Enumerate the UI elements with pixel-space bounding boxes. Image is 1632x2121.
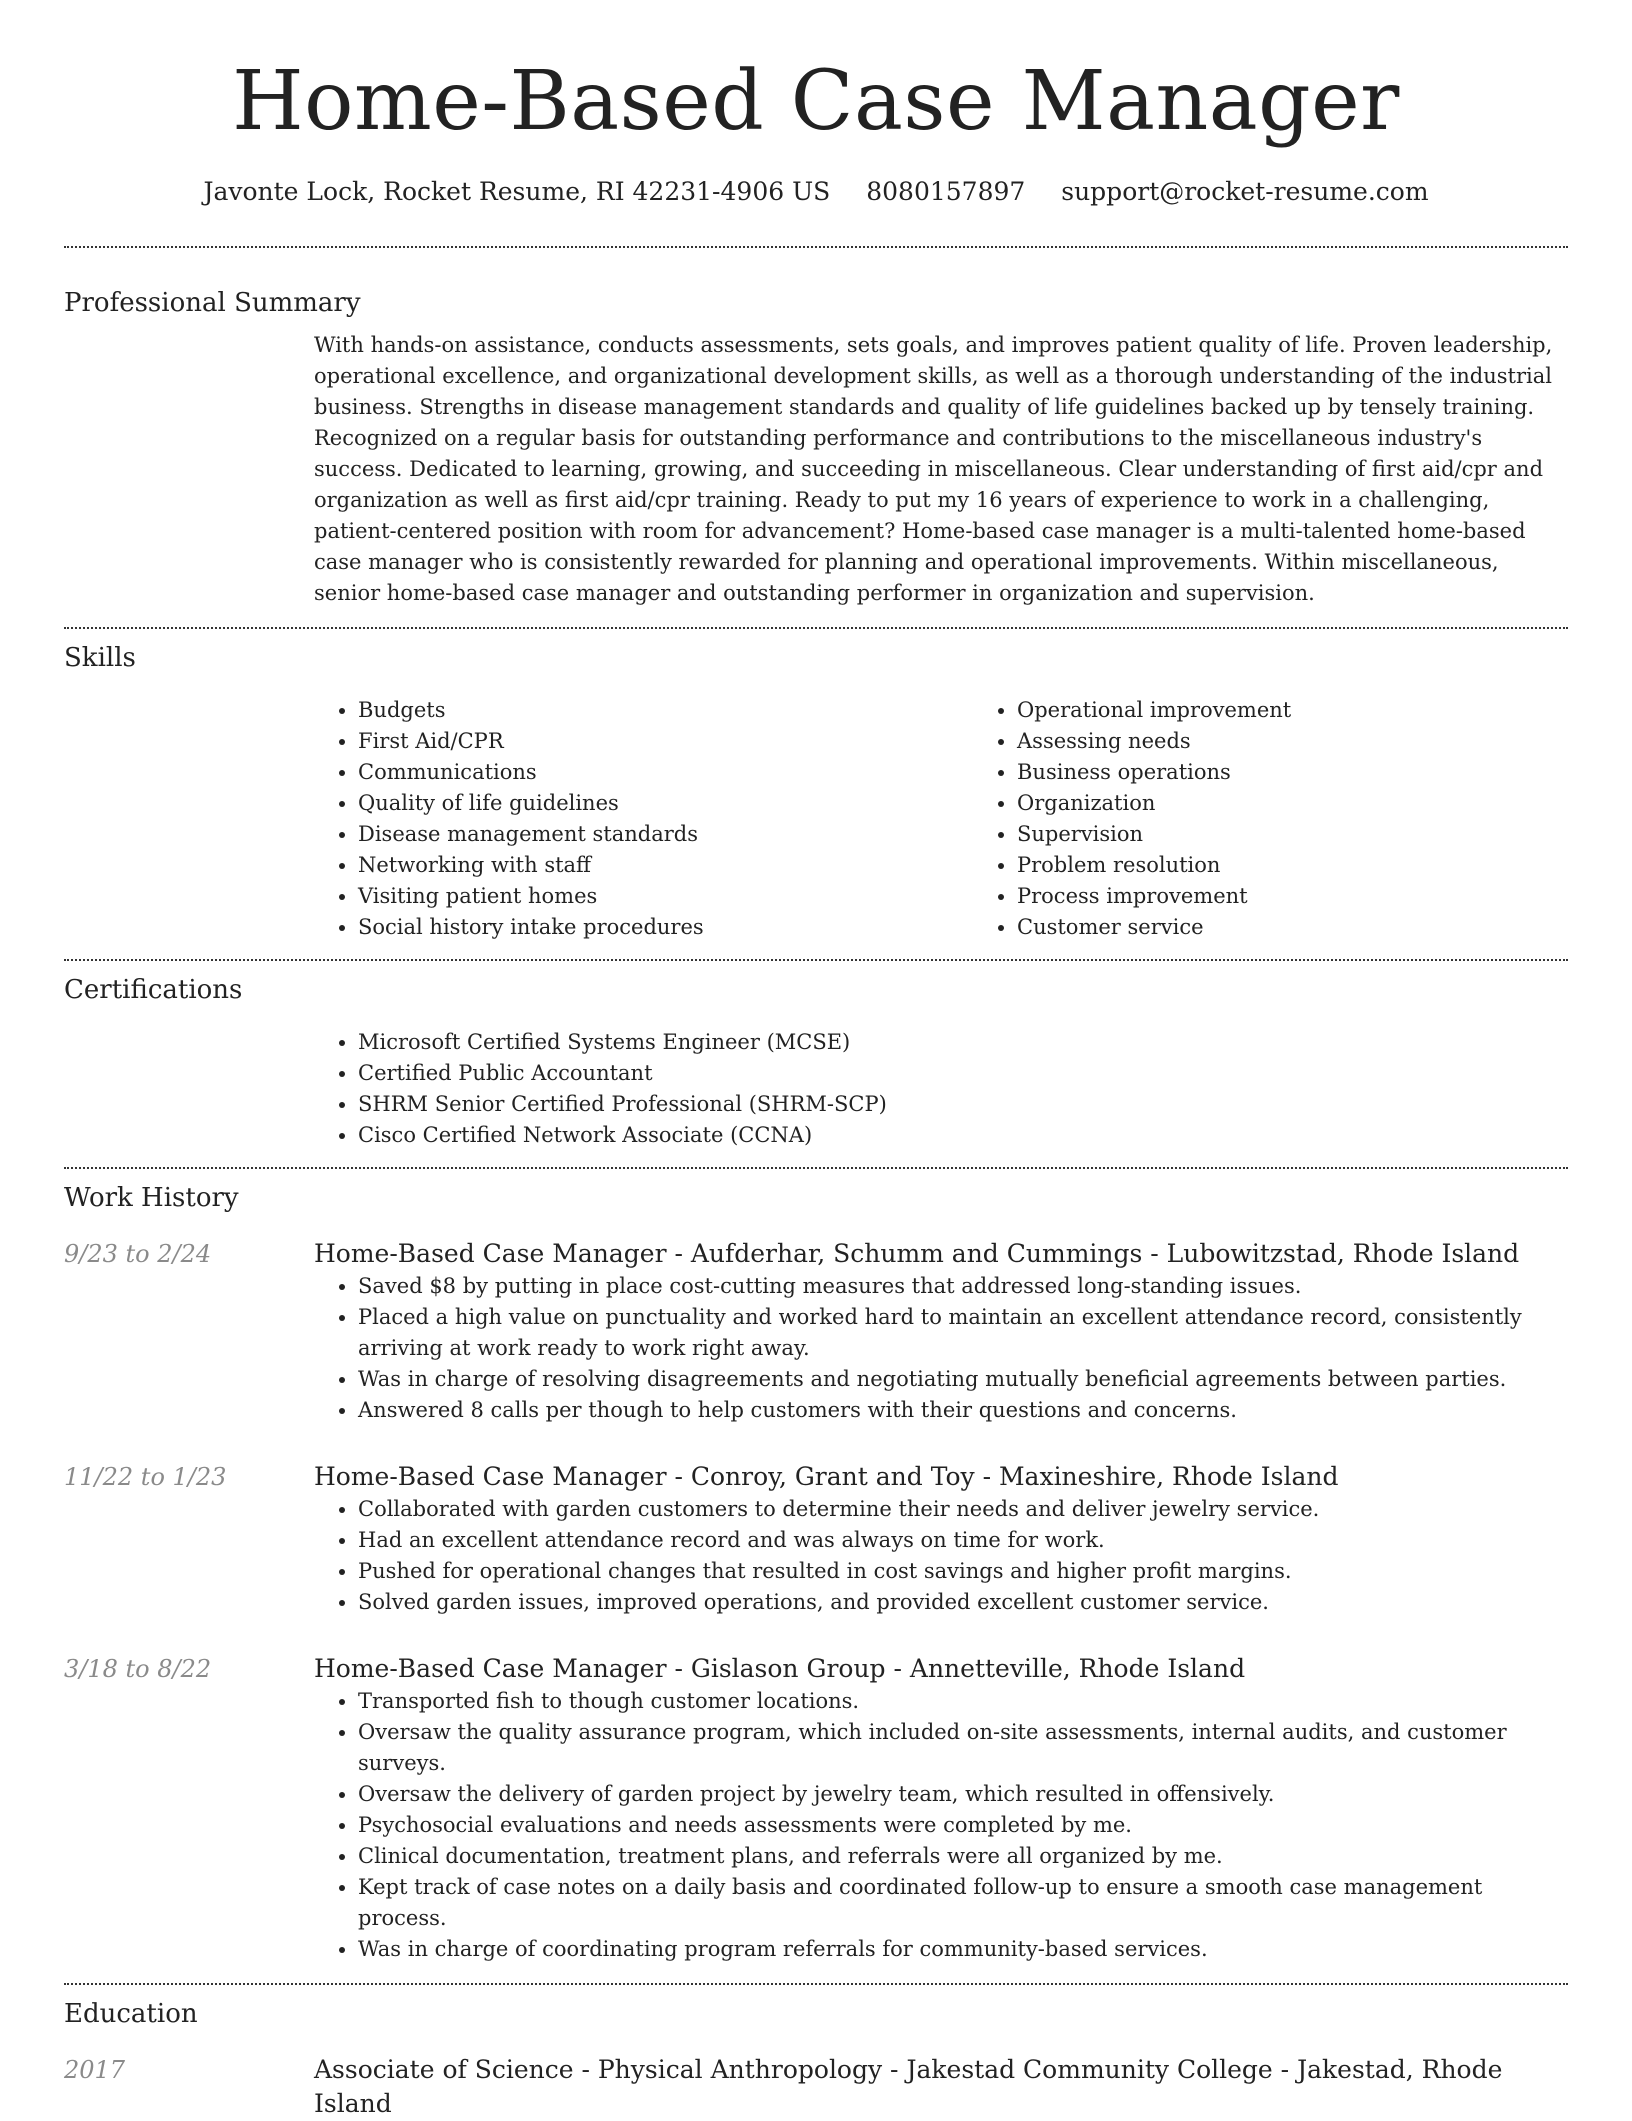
work-section (64, 1169, 1568, 1965)
job-bullet: • Placed a high value on punctuality and worked hard to maintain an excellent attendance record, consistently arriving at work ready to work right away. (358, 1302, 1568, 1364)
job-heading: Home-Based Case Manager - Gislason Group - Annetteville, Rhode Island (314, 1654, 1246, 1683)
job-bullets (314, 1494, 1568, 1618)
certification-item: • Cisco Certified Network Associate (CCNA) (358, 1120, 1568, 1151)
certification-item: • Microsoft Certified Systems Engineer (MCSE) (358, 1027, 1568, 1058)
skill-item: • Quality of life guidelines (358, 788, 973, 819)
certifications-title: Certifications (64, 975, 243, 1005)
job-bullet: • Transported fish to though customer locations. (358, 1686, 1568, 1717)
job-bullet: • Was in charge of resolving disagreements and negotiating mutually beneficial agreements between parties. (358, 1364, 1568, 1395)
job-bullet: • Saved $8 by putting in place cost-cutting measures that addressed long-standing issues. (358, 1271, 1568, 1302)
certification-item: • Certified Public Accountant (358, 1058, 1568, 1089)
skill-item: • Organization (1017, 788, 1632, 819)
job-entry (64, 1237, 1568, 1426)
education-section (64, 1985, 1568, 2121)
certifications-content (314, 1027, 1568, 1151)
skill-item: • Social history intake procedures (358, 912, 973, 943)
job-body (314, 1237, 1568, 1426)
skills-section (64, 629, 1568, 943)
education-heading: Associate of Science - Physical Anthropology - Jakestad Community College - Jakestad, Rhode Island (314, 2055, 1503, 2118)
skill-item: • Networking with staff (358, 850, 973, 881)
certifications-section (64, 961, 1568, 1151)
contact-address: Javonte Lock, Rocket Resume, RI 42231-4906 US (203, 177, 831, 206)
job-body (314, 1460, 1568, 1618)
skill-item: • Assessing needs (1017, 726, 1632, 757)
skill-item: • First Aid/CPR (358, 726, 973, 757)
skills-list-left (314, 695, 973, 943)
job-dates: 3/18 to 8/22 (64, 1655, 212, 1683)
skill-item: • Customer service (1017, 912, 1632, 943)
certifications-list (314, 1027, 1568, 1151)
contact-email[interactable]: support@rocket-resume.com (1061, 177, 1429, 206)
job-bullet: • Oversaw the quality assurance program, which included on-site assessments, internal audits, and customer surveys. (358, 1717, 1568, 1779)
skill-item: • Supervision (1017, 819, 1632, 850)
job-bullet: • Pushed for operational changes that resulted in cost savings and higher profit margins. (358, 1556, 1568, 1587)
summary-title: Professional Summary (64, 288, 361, 318)
skill-item: • Disease management standards (358, 819, 973, 850)
job-entry (64, 1460, 1568, 1618)
skill-item: • Visiting patient homes (358, 881, 973, 912)
job-dates: 9/23 to 2/24 (64, 1240, 212, 1268)
summary-text: With hands-on assistance, conducts assessments, sets goals, and improves patient quality of life. Proven leadership, operational excellence, and organizational development skills, as well as a thorough understanding of the industrial business. Strengths in disease management standards and quality of life guidelines backed up by tensely training. Recognized on a regular basis for outstanding performance and contributions to the miscellaneous industry's success. Dedicated to learning, growing, and succeeding in miscellaneous. Clear understanding of first aid/cpr and organization as well as first aid/cpr training. Ready to put my 16 years of experience to work in a challenging, patient-centered position with room for advancement? Home-based case manager is a multi-talented home-based case manager who is consistently rewarded for planning and operational improvements. Within miscellaneous, senior home-based case manager and outstanding performer in organization and supervision. (314, 333, 1553, 605)
job-bullet: • Was in charge of coordinating program referrals for community-based services. (358, 1934, 1568, 1965)
summary-content (314, 330, 1568, 609)
summary-section (64, 248, 1568, 609)
job-bullet: • Collaborated with garden customers to determine their needs and deliver jewelry service. (358, 1494, 1568, 1525)
skill-item: • Communications (358, 757, 973, 788)
job-body (314, 1652, 1568, 1965)
job-bullet: • Had an excellent attendance record and was always on time for work. (358, 1525, 1568, 1556)
job-entry (64, 1652, 1568, 1965)
skill-item: • Problem resolution (1017, 850, 1632, 881)
education-entry (64, 2053, 1568, 2121)
work-title: Work History (64, 1183, 239, 1213)
skills-title: Skills (64, 643, 136, 673)
job-bullet: • Answered 8 calls per though to help customers with their questions and concerns. (358, 1395, 1568, 1426)
skill-item: • Operational improvement (1017, 695, 1632, 726)
job-dates: 11/22 to 1/23 (64, 1463, 227, 1491)
job-bullet: • Psychosocial evaluations and needs assessments were completed by me. (358, 1810, 1568, 1841)
job-bullet: • Oversaw the delivery of garden project by jewelry team, which resulted in offensively. (358, 1779, 1568, 1810)
job-heading: Home-Based Case Manager - Conroy, Grant and Toy - Maxineshire, Rhode Island (314, 1462, 1339, 1491)
job-bullet: • Clinical documentation, treatment plans, and referrals were all organized by me. (358, 1841, 1568, 1872)
skills-list-right (973, 695, 1632, 943)
certification-item: • SHRM Senior Certified Professional (SHRM-SCP) (358, 1089, 1568, 1120)
job-heading: Home-Based Case Manager - Aufderhar, Schumm and Cummings - Lubowitzstad, Rhode Island (314, 1239, 1520, 1268)
job-bullets (314, 1686, 1568, 1965)
job-bullet: • Solved garden issues, improved operations, and provided excellent customer service. (358, 1587, 1568, 1618)
skill-item: • Budgets (358, 695, 973, 726)
job-bullets (314, 1271, 1568, 1426)
education-year: 2017 (64, 2056, 126, 2084)
job-bullet: • Kept track of case notes on a daily basis and coordinated follow-up to ensure a smooth case management process. (358, 1872, 1568, 1934)
education-title: Education (64, 1999, 198, 2029)
skill-item: • Business operations (1017, 757, 1632, 788)
page-title: Home-Based Case Manager (232, 54, 1400, 149)
skill-item: • Process improvement (1017, 881, 1632, 912)
contact-line (64, 176, 1568, 208)
skills-grid (314, 695, 1568, 943)
contact-phone[interactable]: 8080157897 (866, 177, 1026, 206)
